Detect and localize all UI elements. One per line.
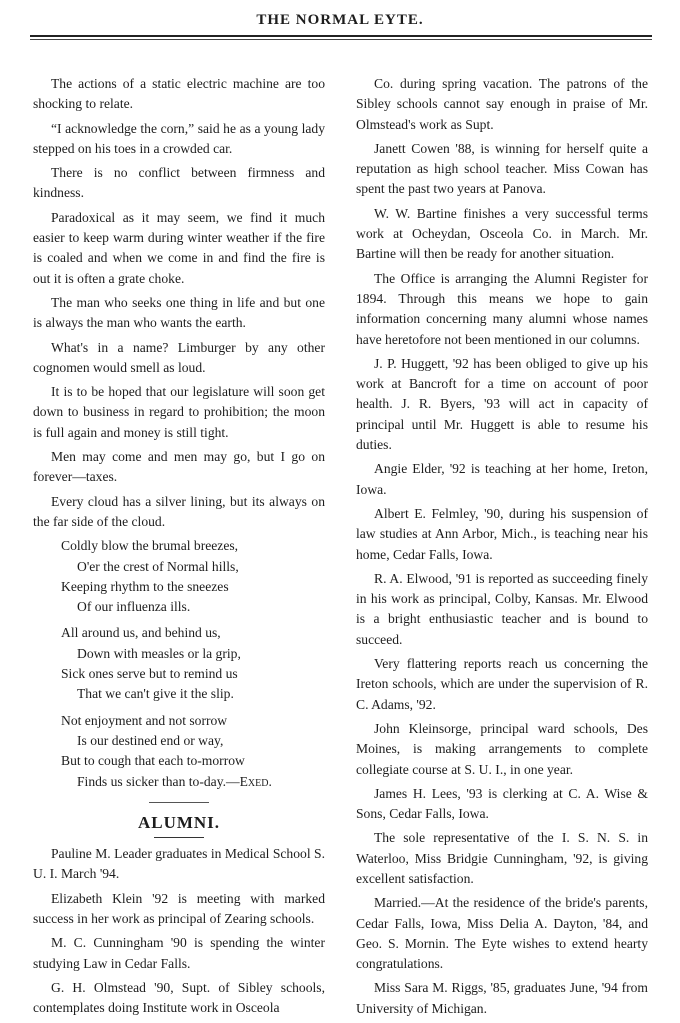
poem-line	[61, 597, 325, 617]
poem-line-text: Keeping rhythm to the sneezes	[61, 578, 229, 594]
paragraph: J. P. Huggett, '92 has been obliged to give up his work at Bancroft for a time on account of poor health. J. R. Byers, '93 will act in capacity of principal until Mr. Huggett is able to resume his duties.	[356, 355, 648, 453]
poem-line-text: Coldly blow the brumal breezes,	[61, 538, 239, 554]
paragraph: The man who seeks one thing in life and but one is always the man who wants the earth.	[33, 294, 325, 331]
right-column	[356, 74, 648, 1023]
poem-line-text: That we can't give it the slip.	[77, 686, 234, 702]
paragraph: Pauline M. Leader graduates in Medical School S. U. I. March '94.	[33, 846, 325, 882]
left-column	[33, 74, 325, 1022]
section-rule	[154, 837, 204, 838]
poem-line-text: O'er the crest of Normal hills,	[77, 558, 239, 574]
poem	[33, 536, 325, 792]
poem-line	[61, 711, 325, 731]
poem-line	[61, 623, 325, 643]
poem-line-text: But to cough that each to-morrow	[61, 753, 245, 769]
divider	[149, 802, 209, 803]
poem-line	[61, 751, 325, 771]
poem-line	[61, 577, 325, 597]
poem-line	[61, 536, 325, 556]
paragraph: Every cloud has a silver lining, but its always on the far side of the cloud.	[33, 493, 325, 529]
poem-line-text: Sick ones serve but to remind us	[61, 666, 238, 682]
paragraph: G. H. Olmstead '90, Supt. of Sibley schools, contemplates doing Institute work in Osceola	[33, 979, 325, 1016]
poem-line-text: Finds us sicker than to-day.—	[77, 773, 240, 789]
paragraph: John Kleinsorge, principal ward schools, Des Moines, is making arrangements to complete collegiate course at S. U. I., in one year.	[356, 720, 648, 777]
page-header-title: THE NORMAL EYTE.	[256, 12, 424, 28]
paragraph: The sole representative of the I. S. N. S. in Waterloo, Miss Bridgie Cunningham, '92, is giving excellent satisfaction.	[356, 830, 648, 886]
left-paragraphs	[33, 74, 325, 532]
poem-line	[61, 684, 325, 704]
paragraph: James H. Lees, '93 is clerking at C. A. Wise & Sons, Cedar Falls, Iowa.	[356, 785, 648, 822]
poem-line-text: Is our destined end or way,	[77, 732, 224, 748]
paragraph: It is to be hoped that our legislature will soon get down to business in regard to prohibition; the moon is full again and money is still tight.	[33, 384, 325, 440]
poem-line	[61, 772, 325, 792]
paragraph: The actions of a static electric machine are too shocking to relate.	[33, 76, 325, 112]
paragraph: W. W. Bartine finishes a very successful terms work at Ocheydan, Osceola Co. in March. Mr. Bartine will then be ready for another situation.	[356, 205, 648, 262]
paragraph: “I acknowledge the corn,” said he as a young lady stepped on his toes in a crowded car.	[33, 120, 325, 156]
paragraph: Paradoxical as it may seem, we find it much easier to keep warm during winter weather if the fire is coaled and when we come in and find the fire is out it is often a grate choke.	[33, 209, 325, 286]
alumni-paragraphs	[33, 844, 325, 1018]
right-paragraphs	[356, 74, 648, 1019]
paragraph: Janett Cowen '88, is winning for herself quite a reputation as high school teacher. Miss Cowan has spent the past two years at Panova.	[356, 140, 648, 197]
poem-signature: Exed.	[239, 773, 272, 789]
poem-line-text: Of our influenza ills.	[77, 599, 191, 615]
poem-line-text: All around us, and behind us,	[61, 625, 221, 641]
poem-line	[61, 557, 325, 577]
poem-line-text: Down with measles or la grip,	[77, 645, 241, 661]
paragraph: Co. during spring vacation. The patrons of the Sibley schools cannot say enough in praise of Mr. Olmstead's work as Supt.	[356, 76, 648, 132]
paragraph: There is no conflict between firmness and kindness.	[33, 165, 325, 201]
paragraph: Men may come and men may go, but I go on forever—taxes.	[33, 449, 325, 485]
paragraph: Married.—At the residence of the bride's parents, Cedar Falls, Iowa, Miss Delia A. Dayton, '84, and Geo. S. Mornin. The Eyte wishes to extend hearty congratulations.	[356, 895, 648, 972]
paragraph: R. A. Elwood, '91 is reported as succeeding finely in his work as principal, Colby, Kansas. Mr. Elwood is a bright enthusiastic teacher and is bound to succeed.	[356, 570, 648, 647]
paragraph: What's in a name? Limburger by any other cognomen would smell as loud.	[33, 339, 325, 375]
header-double-rule	[30, 35, 652, 40]
paragraph: Albert E. Felmley, '90, during his suspension of law studies at Ann Arbor, Mich., is teaching near his home, Cedar Falls, Iowa.	[356, 505, 648, 562]
poem-line-text: Not enjoyment and not sorrow	[61, 712, 228, 728]
paragraph: Very flattering reports reach us concerning the Ireton schools, which are under the supervision of R. C. Adams, '92.	[356, 656, 648, 712]
paragraph: The Office is arranging the Alumni Register for 1894. Through this means we hope to gain information concerning many alumni whose names have heretofore not been mentioned in our columns.	[356, 270, 648, 347]
paragraph: Elizabeth Klein '92 is meeting with marked success in her work as principal of Zearing schools.	[33, 890, 325, 926]
paragraph: Miss Sara M. Riggs, '85, graduates June, '94 from University of Michigan.	[356, 980, 648, 1016]
poem-line	[61, 664, 325, 684]
paragraph: M. C. Cunningham '90 is spending the winter studying Law in Cedar Falls.	[33, 935, 325, 971]
poem-line	[61, 731, 325, 751]
paragraph: Angie Elder, '92 is teaching at her home, Ireton, Iowa.	[356, 461, 648, 497]
section-title-alumni: ALUMNI.	[137, 812, 221, 832]
poem-line	[61, 644, 325, 664]
